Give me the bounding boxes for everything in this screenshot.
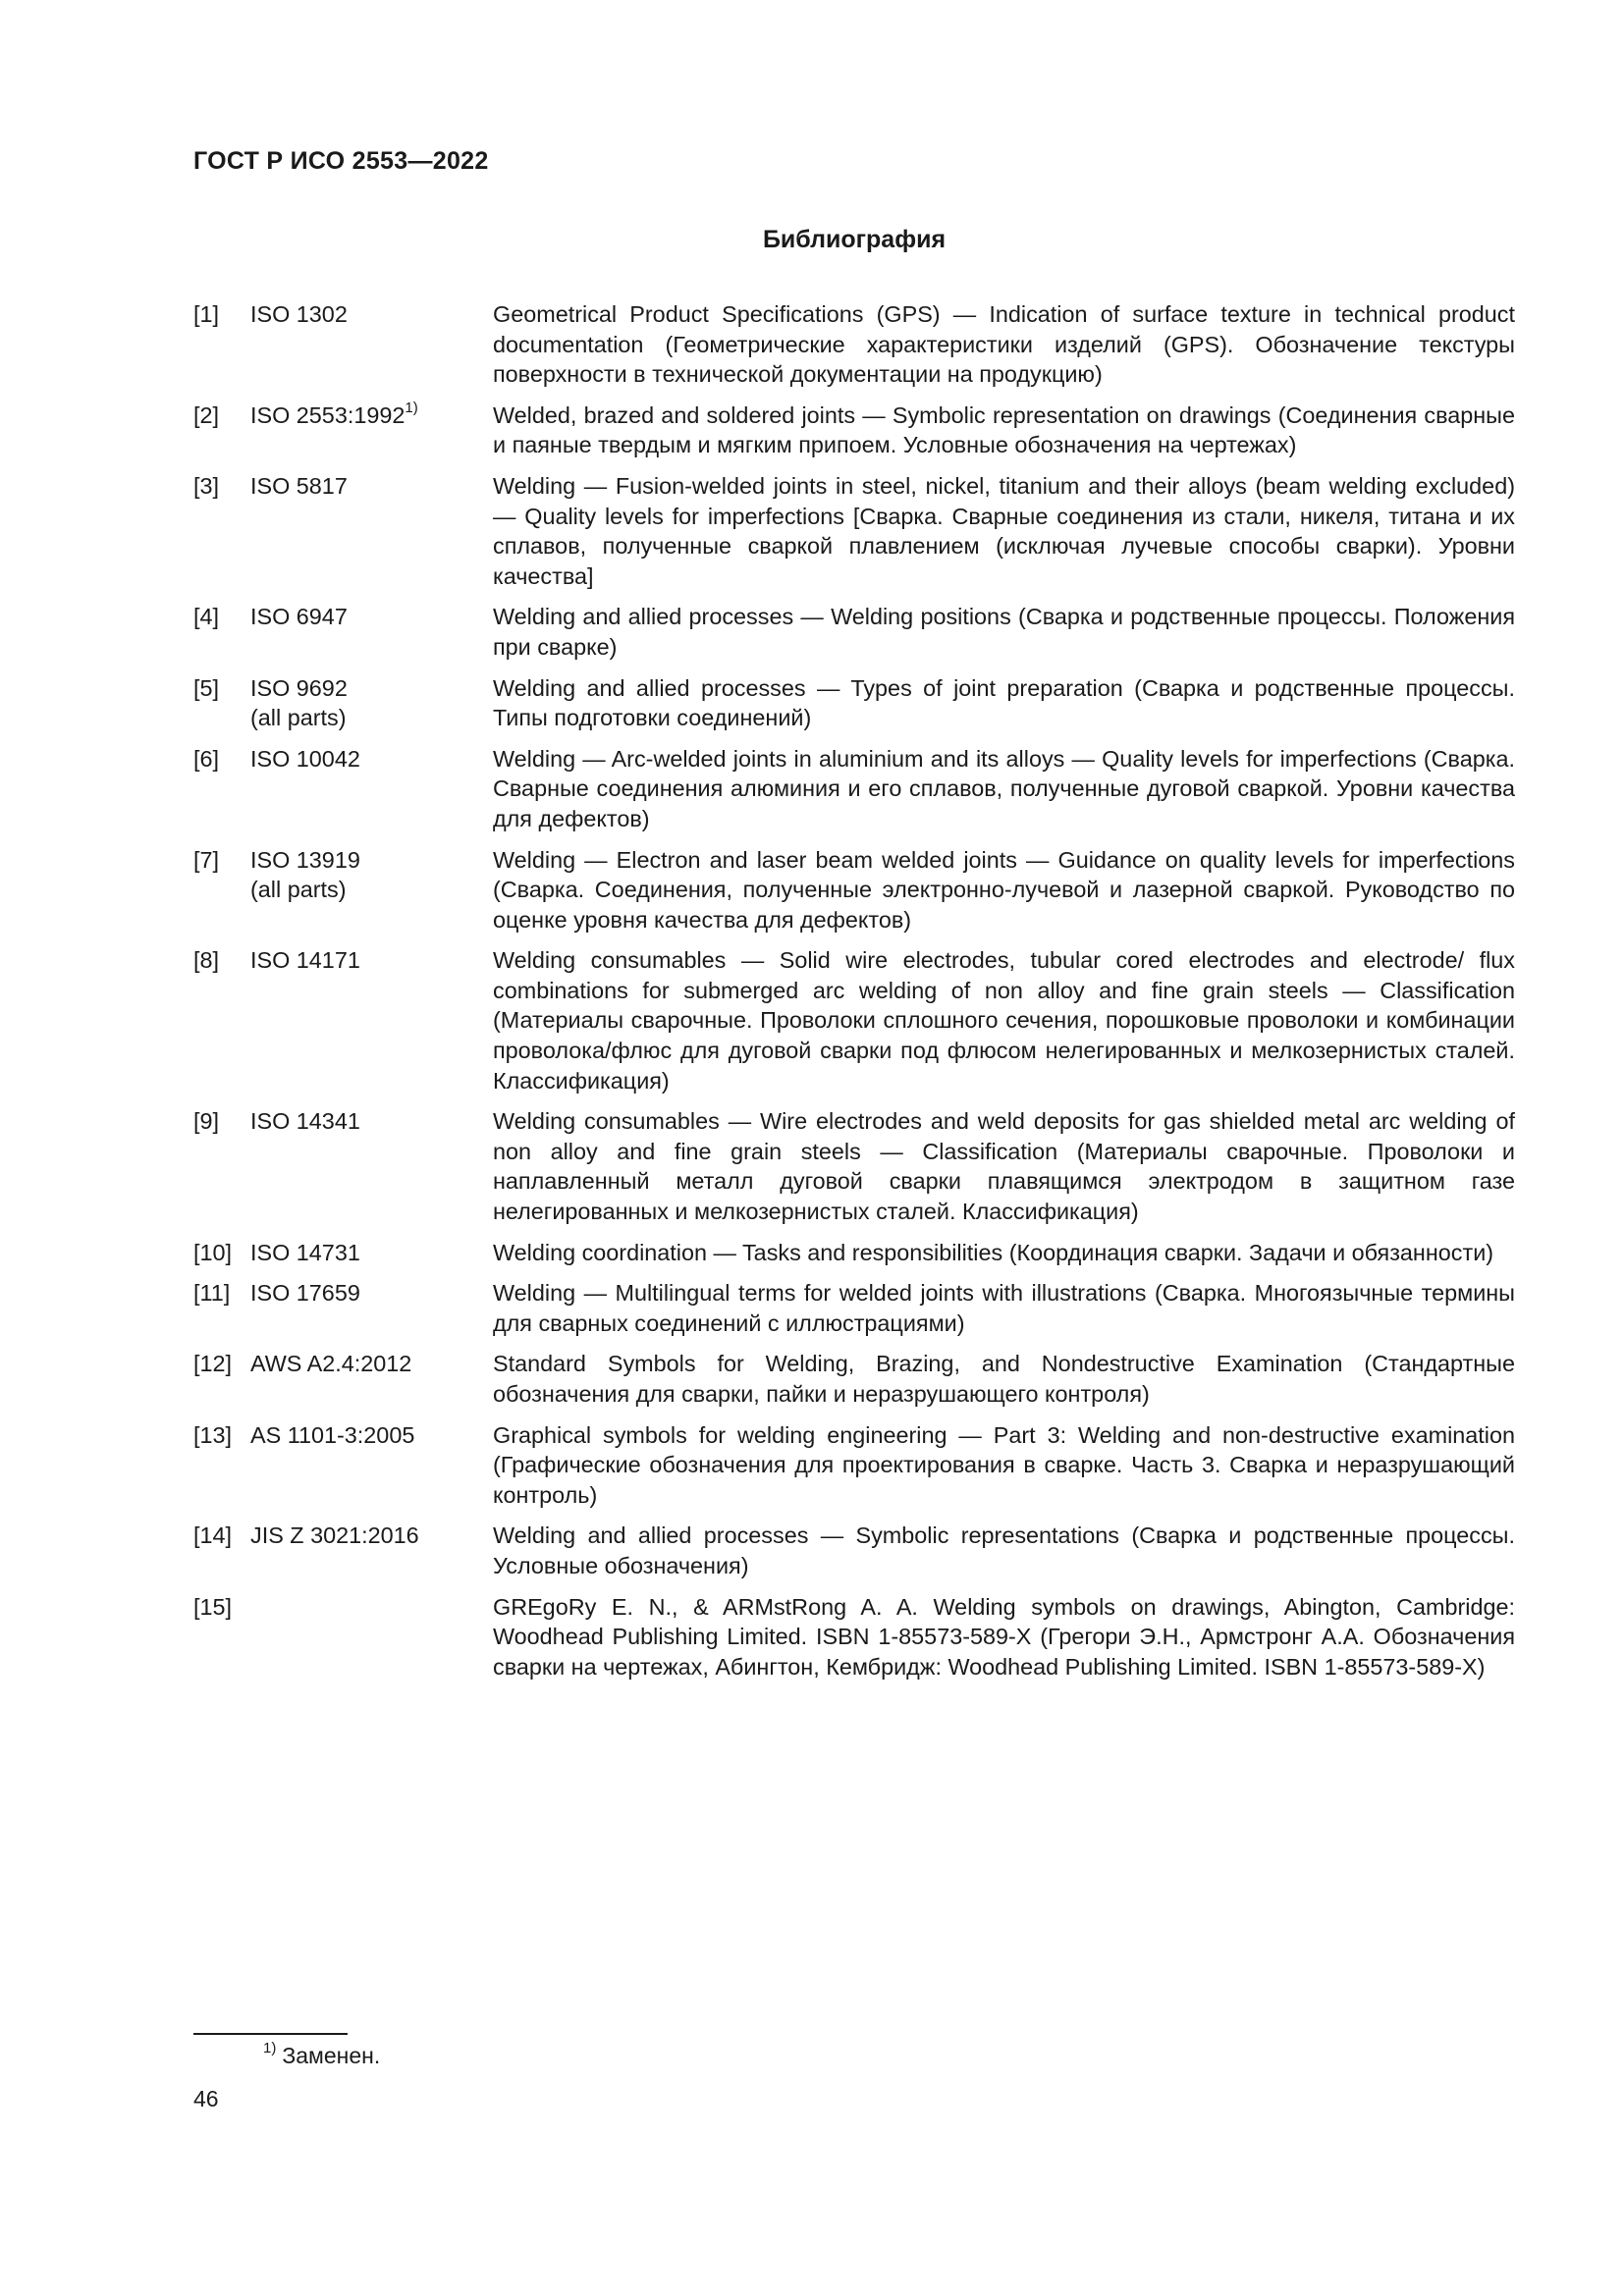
entry-description: Welding — Electron and laser beam welded joints — Guidance on quality levels for imperfections (Сварка. Соединения, полученные электронно-лучевой и лазерной сваркой. Руководство по оценке уровня качества для дефектов) bbox=[493, 846, 1515, 933]
entry-number: [8] bbox=[193, 947, 220, 974]
entry-reference bbox=[250, 1106, 493, 1226]
entry-reference-code: ISO 10042 bbox=[250, 745, 360, 772]
bibliography-list bbox=[193, 299, 1515, 1692]
footnote-marker: 1) bbox=[405, 399, 418, 416]
entry-reference bbox=[250, 1521, 493, 1580]
bibliography-entry bbox=[193, 1238, 1515, 1268]
entry-reference-code: AS 1101-3:2005 bbox=[250, 1421, 415, 1448]
entry-reference-code: ISO 1302 bbox=[250, 301, 348, 327]
entry-number: [14] bbox=[193, 1522, 233, 1549]
entry-number: [3] bbox=[193, 472, 220, 499]
entry-description: Welded, brazed and soldered joints — Symbolic representation on drawings (Соединения сварные и паяные твердым и мягким припоем. Условные обозначения на чертежах) bbox=[493, 401, 1515, 458]
entry-reference bbox=[250, 673, 493, 733]
bibliography-entry bbox=[193, 673, 1515, 733]
entry-number: [6] bbox=[193, 745, 220, 772]
entry-reference bbox=[250, 471, 493, 591]
entry-description: Graphical symbols for welding engineering — Part 3: Welding and non-destructive examination (Графические обозначения для проектирования в сварке. Часть 3. Сварка и неразрушающий контроль) bbox=[493, 1421, 1515, 1508]
entry-description: Welding — Multilingual terms for welded joints with illustrations (Сварка. Многоязычные термины для сварных соединений с иллюстрациями) bbox=[493, 1280, 1515, 1336]
page-number: 46 bbox=[193, 2086, 219, 2111]
entry-reference bbox=[250, 945, 493, 1095]
bibliography-entry bbox=[193, 299, 1515, 390]
entry-number: [13] bbox=[193, 1421, 233, 1448]
entry-number: [15] bbox=[193, 1593, 233, 1620]
entry-reference bbox=[250, 602, 493, 662]
entry-reference-code: ISO 14341 bbox=[250, 1108, 360, 1135]
entry-reference bbox=[250, 845, 493, 935]
bibliography-entry bbox=[193, 945, 1515, 1095]
entry-reference-code: ISO 5817 bbox=[250, 472, 348, 499]
entry-description: Standard Symbols for Welding, Brazing, and Nondestructive Examination (Стандартные обозначения для сварки, пайки и неразрушающего контроля) bbox=[493, 1351, 1515, 1407]
entry-reference bbox=[250, 1278, 493, 1338]
entry-number: [9] bbox=[193, 1108, 220, 1135]
footnote bbox=[263, 2041, 380, 2070]
entry-reference-code: AWS A2.4:2012 bbox=[250, 1351, 412, 1377]
bibliography-title: Библиография bbox=[762, 226, 947, 253]
footnote-marker: 1) bbox=[263, 2040, 277, 2057]
entry-reference-code: JIS Z 3021:2016 bbox=[250, 1522, 419, 1549]
entry-number: [5] bbox=[193, 674, 220, 701]
entry-reference-scope: (all parts) bbox=[250, 877, 347, 903]
entry-reference bbox=[250, 1238, 493, 1268]
entry-reference bbox=[250, 1420, 493, 1511]
entry-description: Welding and allied processes — Symbolic representations (Сварка и родственные процессы. Условные обозначения) bbox=[493, 1522, 1515, 1578]
entry-reference-code: ISO 9692 bbox=[250, 674, 348, 701]
entry-reference bbox=[250, 299, 493, 390]
bibliography-entry bbox=[193, 1278, 1515, 1338]
bibliography-entry bbox=[193, 400, 1515, 460]
bibliography-entry bbox=[193, 1106, 1515, 1226]
entry-reference-code: ISO 14171 bbox=[250, 947, 360, 974]
entry-reference-code: ISO 6947 bbox=[250, 604, 348, 630]
entry-reference-code: ISO 14731 bbox=[250, 1239, 360, 1265]
entry-reference-scope: (all parts) bbox=[250, 705, 347, 731]
bibliography-entry bbox=[193, 845, 1515, 935]
entry-reference bbox=[250, 744, 493, 834]
entry-reference-code: ISO 2553:1992 bbox=[250, 401, 406, 428]
entry-description: GREgoRy E. N., & ARMstRong A. A. Welding symbols on drawings, Abington, Cambridge: Woodhead Publishing Limited. ISBN 1-85573-589-X (Грегори Э.Н., Армстронг А.А. Обозначения сварки на чертежах, Абингтон, Кембридж: Woodhead Publishing Limited. ISBN 1-85573-589-X) bbox=[493, 1593, 1515, 1680]
entry-number: [12] bbox=[193, 1351, 233, 1377]
entry-number: [2] bbox=[193, 401, 220, 428]
bibliography-entry bbox=[193, 602, 1515, 662]
entry-description: Welding consumables — Wire electrodes and weld deposits for gas shielded metal arc welding of non alloy and fine grain steels — Classification (Материалы сварочные. Проволоки и наплавленный металл дуговой сварки плавящимся электродом в защитном газе нелегированных и мелкозернистых сталей. Классификация) bbox=[493, 1108, 1515, 1225]
entry-description: Welding and allied processes — Welding positions (Сварка и родственные процессы. Положения при сварке) bbox=[493, 604, 1515, 660]
entry-number: [10] bbox=[193, 1239, 233, 1265]
entry-reference-code: ISO 13919 bbox=[250, 846, 360, 873]
entry-number: [7] bbox=[193, 846, 220, 873]
entry-description: Geometrical Product Specifications (GPS) — Indication of surface texture in technical product documentation (Геометрические характеристики изделий (GPS). Обозначение текстуры поверхности в технической документации на продукцию) bbox=[493, 301, 1515, 388]
bibliography-entry bbox=[193, 1592, 1515, 1682]
bibliography-entry bbox=[193, 1521, 1515, 1580]
entry-description: Welding coordination — Tasks and responsibilities (Координация сварки. Задачи и обязанности) bbox=[493, 1239, 1494, 1265]
bibliography-entry bbox=[193, 471, 1515, 591]
entry-number: [1] bbox=[193, 301, 220, 327]
entry-description: Welding — Arc-welded joints in aluminium and its alloys — Quality levels for imperfections (Сварка. Сварные соединения алюминия и его сплавов, полученные дуговой сваркой. Уровни качества для дефектов) bbox=[493, 745, 1515, 831]
entry-reference bbox=[250, 400, 493, 460]
entry-reference bbox=[250, 1592, 493, 1682]
footnote-text: Заменен. bbox=[282, 2043, 381, 2068]
entry-number: [11] bbox=[193, 1280, 231, 1307]
bibliography-entry bbox=[193, 744, 1515, 834]
bibliography-entry bbox=[193, 1420, 1515, 1511]
entry-reference-code: ISO 17659 bbox=[250, 1280, 360, 1307]
entry-description: Welding consumables — Solid wire electrodes, tubular cored electrodes and electrode/ flux combinations for submerged arc welding of non alloy and fine grain steels — Classification (Материалы сварочные. Проволоки сплошного сечения, порошковые проволоки и комбинации проволока/флюс для дуговой сварки под флюсом нелегированных и мелкозернистых сталей. Классификация) bbox=[493, 947, 1515, 1094]
entry-number: [4] bbox=[193, 604, 220, 630]
footnote-divider bbox=[193, 2033, 348, 2035]
entry-reference bbox=[250, 1349, 493, 1409]
entry-description: Welding — Fusion-welded joints in steel, nickel, titanium and their alloys (beam welding excluded) — Quality levels for imperfections [Сварка. Сварные соединения из стали, никеля, титана и их сплавов, полученные сваркой плавлением (исключая лучевые способы сварки). Уровни качества] bbox=[493, 472, 1515, 589]
entry-description: Welding and allied processes — Types of joint preparation (Сварка и родственные процессы. Типы подготовки соединений) bbox=[493, 674, 1515, 731]
bibliography-entry bbox=[193, 1349, 1515, 1409]
document-header: ГОСТ Р ИСО 2553—2022 bbox=[193, 147, 489, 175]
